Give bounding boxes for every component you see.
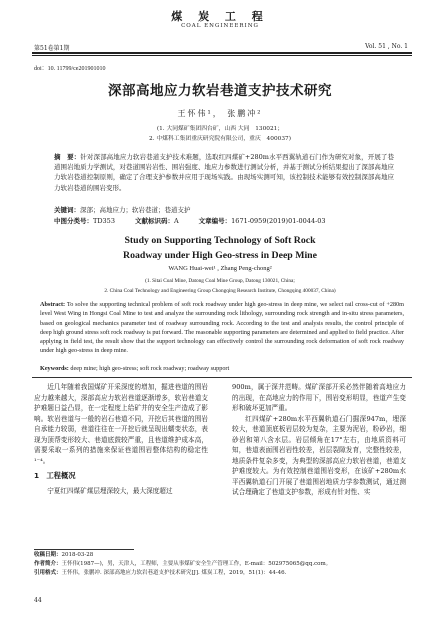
abstract-en-text: To solve the supporting technical problem of soft rock roadway under high geo-stress in deep mine, we select rail cross-cut of +280m level West Wing in Hongsi Coal Mine to test and analyze the surrounding rock lithology, surrounding rock strength and in-situ stress parameters, based on geological mechanics parameter test of roadway surrounding rock. According to the test and analysis results, the control principle of deep high ground stress soft rock roadway is put forward. The reasonable supporting parameters are determined and applied to field practice. After applying in field test, the result show that the support technology can effectively control the surrounding rock deformation of soft rock roadway under high geo-stress in deep mine. — [40, 301, 404, 355]
classification-row — [54, 216, 400, 225]
keywords-en-text: deep mine; high geo-stress; soft rock roadway; roadway support — [70, 365, 230, 372]
volume-issue-cn: 第51卷第1期 — [34, 45, 70, 52]
abstract-en-label: Abstract: — [40, 301, 66, 308]
body-paragraph: 900m，属于深井范畴。煤矿深部开采必然伴随着高地应力的出现，在高地应力的作用下，围岩变形明显，巷道产生变形和破坏更加严重。 — [232, 383, 406, 413]
clc-code — [54, 216, 115, 225]
clc-value: TD353 — [93, 217, 115, 225]
volume-issue-en: Vol. 51 , No. 1 — [365, 43, 408, 50]
keywords-cn — [54, 205, 394, 214]
affiliation-cn-1: (1. 大同煤矿集团四台矿，山西 大同 130021； — [156, 126, 284, 132]
abstract-cn-text: 针对深部高地应力软岩巷道支护技术难题，选取红四煤矿+280m水平西翼轨道石门作为研究对象，开展了巷道围岩地质力学测试，对巷道围岩岩性、围岩强度、地应力参数进行测试分析，并基于测试分析结果提出了深部高地应力软岩巷道控制原则，确定了合理支护参数并应用于现场实践。由现场实测可知，该控制技术能够有效控制深部高地应力软岩巷道的围岩变形。 — [54, 153, 394, 192]
body-paragraph: 近几年随着我国煤矿开采深度的增加，掘进巷道的围岩应力越来越大，深部高应力软岩巷道逐渐增多，软岩巷道支护难题日益凸显，在一定程度上给矿井的安全生产造成了影响。软岩巷道与一般的岩石巷道不同，开挖后其巷道的围岩自承能力较弱，巷道往往在一开挖后就呈现出蠕变状态，表现为顶帮变形较大、巷道底鼓较严重，且巷道维护成本高，需要采取一系列的措施来保证巷道围岩整体结构的稳定性¹⁻⁴。 — [34, 383, 208, 465]
page-number: 44 — [34, 597, 42, 604]
article-id-label: 文章编号： — [198, 217, 232, 225]
footnote-author — [34, 561, 410, 569]
author-bio-label: 作者简介： — [34, 561, 62, 567]
citation-label: 引用格式： — [34, 570, 62, 576]
keywords-en — [40, 365, 404, 372]
abstract-cn — [54, 152, 394, 193]
footnote-rule — [34, 549, 134, 550]
paper-title-en-line2: Roadway under High Geo-stress in Deep Mine — [123, 250, 317, 261]
affiliation-en-1: (1. Sitai Coal Mine, Datong Coal Mine Group, Datong 130021, China; — [145, 278, 295, 284]
body-paragraph: 宁夏红四煤矿煤层埋深较大，最大深度超过 — [47, 486, 173, 495]
keywords-en-label: Keywords: — [40, 365, 69, 372]
page-header — [0, 0, 440, 62]
header-rule-thick — [32, 52, 412, 54]
affiliation-en-2: 2. China Coal Technology and Engineering Group Chongqing Research Institute, Chongqing 400037, China) — [104, 288, 336, 294]
body-paragraph: 红四煤矿+280m水平西翼轨道石门掘深947m，埋深较大，巷道顶底板岩层较为复杂，主要为泥岩，粉砂岩，细砂岩和第八含水层。岩层倾角在17°左右，由地质资料可知，巷道表面围岩岩性较差，岩层裂隙发育，完整性较差，地质条件复杂多变，为典型的深部高应力软岩巷道，巷道支护难度较大。为有效控制巷道围岩变形，在该矿+280m水平西翼轨道石门开展了巷道围岩地质力学参数测试，通过测试合理确定了巷道支护参数，形成有针对性、实 — [232, 414, 406, 497]
authors-en: WANG Huai-wei¹ , Zhang Peng-chong² — [168, 265, 272, 272]
authors-cn: 王怀伟¹， 张鹏冲² — [177, 109, 263, 118]
keywords-cn-label: 关键词： — [54, 206, 80, 214]
keywords-cn-text: 深部；高地应力；软岩巷道；巷道支护 — [80, 206, 191, 214]
abstract-separator — [32, 377, 412, 378]
doc-label: 文献标识码： — [134, 217, 174, 225]
body-column-right — [232, 382, 406, 498]
body-column-left — [34, 382, 208, 496]
doc-code — [135, 216, 179, 225]
footnote-received — [34, 552, 410, 560]
article-id-value: 1671-0959(2019)01-0044-03 — [231, 217, 326, 225]
journal-name-en: COAL ENGINEERING — [181, 23, 259, 29]
author-bio: 王怀伟(1987—)，男，天津人，工程师，主要从事煤矿安全生产管理工作，E-mail：502975065@qq.com。 — [61, 561, 332, 567]
paper-title-cn: 深部高地应力软岩巷道支护技术研究 — [108, 83, 332, 99]
received-date: 2018-03-28 — [61, 552, 94, 558]
header-rule-thin — [32, 55, 412, 56]
abstract-cn-label: 摘 要： — [54, 153, 81, 161]
doi[interactable]: doi：10. 11799/ce201901010 — [34, 66, 106, 72]
affiliation-cn-2: 2. 中煤科工集团重庆研究院有限公司，重庆 400037) — [149, 136, 291, 142]
received-label: 收稿日期： — [34, 552, 62, 558]
journal-name-cn: 煤 炭 工 程 — [171, 10, 269, 23]
abstract-en — [40, 300, 404, 356]
doc-value: A — [173, 217, 179, 225]
clc-label: 中图分类号： — [54, 217, 93, 225]
article-id — [199, 216, 326, 225]
citation-text: 王怀伟，张鹏冲. 深部高地应力软岩巷道支护技术研究[J]. 煤炭工程，2019，51(1)：44-46. — [61, 570, 287, 576]
section-heading: 1 工程概况 — [34, 471, 76, 481]
paper-title-en-line1: Study on Supporting Technology of Soft Rock — [124, 235, 316, 246]
footnote-citation — [34, 570, 410, 578]
